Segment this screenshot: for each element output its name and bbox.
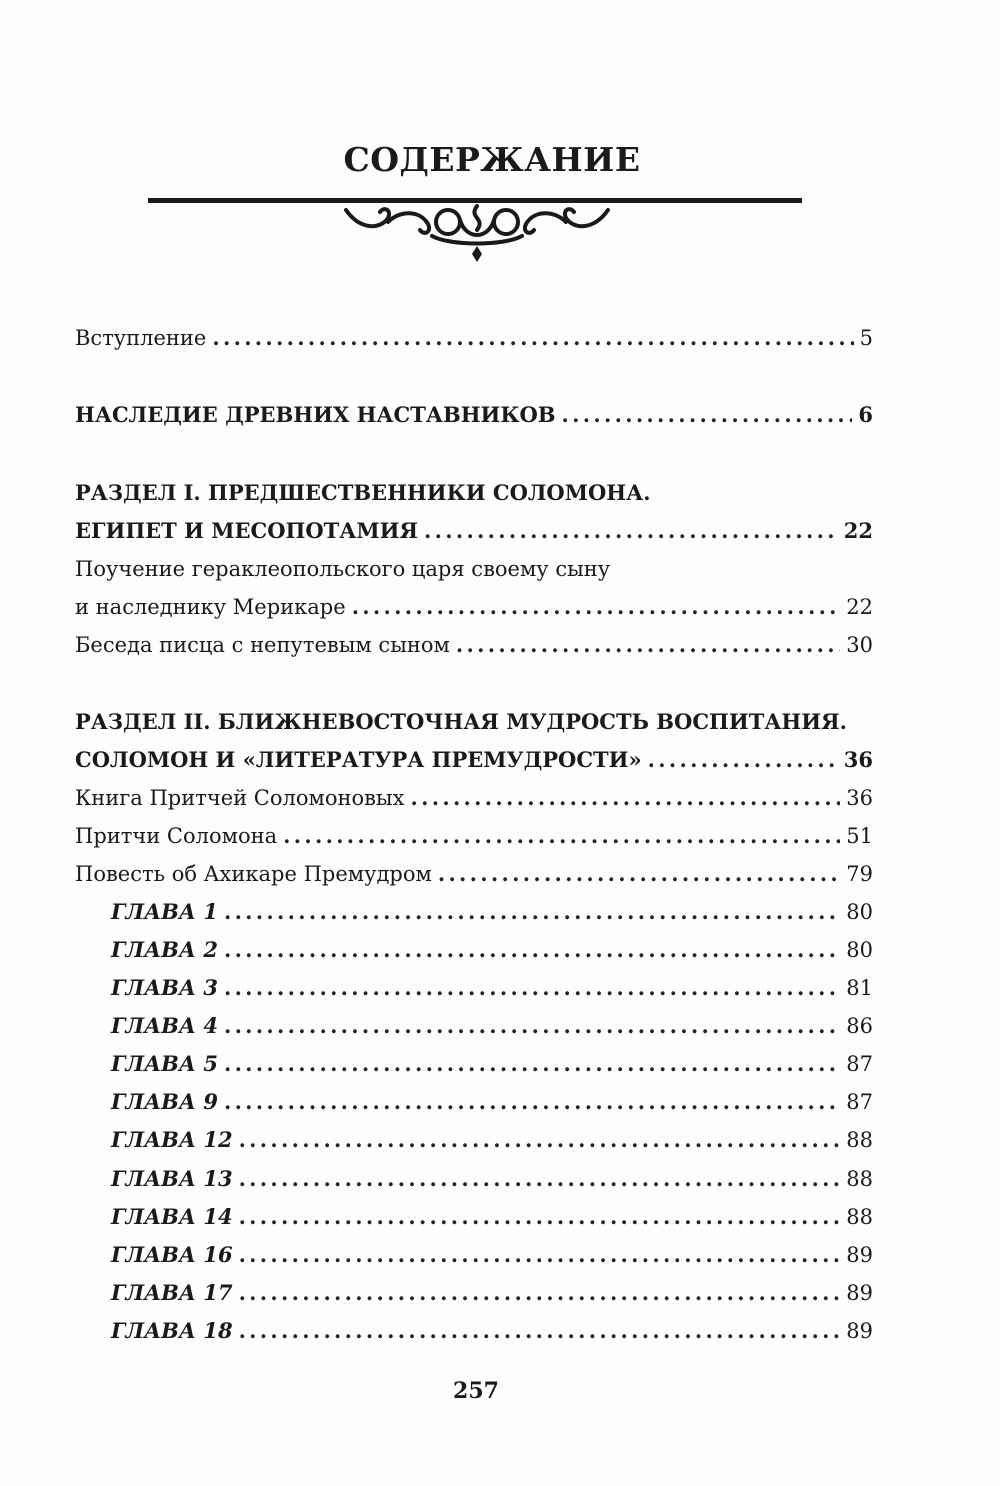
toc-entry-proverbs-book[interactable] <box>75 779 873 817</box>
dot-leader <box>239 1236 841 1274</box>
dot-leader <box>224 931 840 969</box>
dot-leader <box>562 396 853 434</box>
dot-leader <box>239 1312 841 1350</box>
toc-chapter-page: 80 <box>846 938 873 962</box>
toc-chapter-label: ГЛАВА 9 <box>111 1089 218 1114</box>
toc-entry-merikare-line1: Поучение гераклеопольского царя своему сыну <box>75 557 611 581</box>
dot-leader <box>224 1007 840 1045</box>
toc-chapter-page: 86 <box>846 1014 873 1038</box>
toc-chapter[interactable] <box>75 1198 873 1236</box>
dot-leader <box>224 1045 840 1083</box>
dot-leader <box>283 817 840 855</box>
toc-chapter-label: ГЛАВА 18 <box>111 1318 233 1343</box>
dot-leader <box>411 779 841 817</box>
toc-entry-label: Книга Притчей Соломоновых <box>75 786 405 810</box>
toc-chapter-label: ГЛАВА 4 <box>111 1013 218 1038</box>
dot-leader <box>239 1160 841 1198</box>
dot-leader <box>424 512 838 550</box>
dot-leader <box>212 319 853 357</box>
toc-entry-page: 36 <box>843 747 873 772</box>
toc-entry-label: Беседа писца с непутевым сыном <box>75 633 450 657</box>
toc-chapter-page: 80 <box>846 900 873 924</box>
toc-entry-heritage[interactable] <box>75 396 873 434</box>
toc-chapter[interactable] <box>75 969 873 1007</box>
dot-leader <box>648 741 838 779</box>
toc-entry-label: Повесть об Ахикаре Премудром <box>75 862 432 886</box>
dot-leader <box>456 626 840 664</box>
toc-entry-page: 79 <box>846 862 873 886</box>
section-2-heading: РАЗДЕЛ II. БЛИЖНЕВОСТОЧНАЯ МУДРОСТЬ ВОСПИТАНИЯ. <box>75 709 847 734</box>
toc-chapter-label: ГЛАВА 12 <box>111 1127 233 1152</box>
toc-entry-label: НАСЛЕДИЕ ДРЕВНИХ НАСТАВНИКОВ <box>75 402 556 427</box>
toc-chapter[interactable] <box>75 893 873 931</box>
toc-chapter-label: ГЛАВА 14 <box>111 1204 233 1229</box>
toc-chapter-label: ГЛАВА 1 <box>111 899 218 924</box>
page-title: СОДЕРЖАНИЕ <box>343 140 641 179</box>
ornament-flourish-icon <box>340 200 614 266</box>
toc-entry-scribe[interactable] <box>75 626 873 664</box>
toc-entry-ahikar[interactable] <box>75 855 873 893</box>
toc-chapter[interactable] <box>75 1274 873 1312</box>
toc-chapter-page: 89 <box>846 1281 873 1305</box>
toc-entry-page: 36 <box>846 786 873 810</box>
toc-chapter-label: ГЛАВА 13 <box>111 1166 233 1191</box>
toc-entry-section-1[interactable] <box>75 512 873 550</box>
toc-chapter-page: 89 <box>846 1243 873 1267</box>
toc-entry-label: и наследнику Мерикаре <box>75 595 346 619</box>
toc-entry-label: Вступление <box>75 326 207 350</box>
toc-chapter[interactable] <box>75 1236 873 1274</box>
toc-entry-proverbs[interactable] <box>75 817 873 855</box>
dot-leader <box>224 969 840 1007</box>
toc-chapter-label: ГЛАВА 5 <box>111 1051 218 1076</box>
toc-chapter[interactable] <box>75 1083 873 1121</box>
toc-chapter-label: ГЛАВА 3 <box>111 975 218 1000</box>
dot-leader <box>438 855 840 893</box>
toc-chapter[interactable] <box>75 1121 873 1159</box>
section-1-heading: РАЗДЕЛ I. ПРЕДШЕСТВЕННИКИ СОЛОМОНА. <box>75 480 651 505</box>
toc-entry-intro[interactable] <box>75 319 873 357</box>
toc-entry-page: 22 <box>843 518 873 543</box>
toc-chapter[interactable] <box>75 931 873 969</box>
toc-chapter-page: 88 <box>846 1205 873 1229</box>
dot-leader <box>352 588 841 626</box>
toc-chapter-page: 88 <box>846 1128 873 1152</box>
toc-chapter[interactable] <box>75 1045 873 1083</box>
toc-chapter-label: ГЛАВА 16 <box>111 1242 233 1267</box>
toc-chapter-page: 88 <box>846 1167 873 1191</box>
toc-chapter-page: 87 <box>846 1090 873 1114</box>
toc-entry-merikare[interactable] <box>75 588 873 626</box>
toc-entry-label: Притчи Соломона <box>75 824 278 848</box>
toc-entry-section-2[interactable] <box>75 741 873 779</box>
dot-leader <box>239 1121 841 1159</box>
toc-chapter-label: ГЛАВА 2 <box>111 937 218 962</box>
toc-chapter[interactable] <box>75 1312 873 1350</box>
toc-entry-page: 6 <box>858 402 873 427</box>
toc-chapter-page: 89 <box>846 1319 873 1343</box>
toc-entry-page: 30 <box>846 633 873 657</box>
page-number: 257 <box>453 1378 499 1404</box>
toc-chapter-page: 87 <box>846 1052 873 1076</box>
dot-leader <box>239 1274 841 1312</box>
toc-chapter[interactable] <box>75 1160 873 1198</box>
toc-entry-page: 22 <box>846 595 873 619</box>
dot-leader <box>224 1083 840 1121</box>
dot-leader <box>224 893 840 931</box>
toc-entry-label: ЕГИПЕТ И МЕСОПОТАМИЯ <box>75 518 418 543</box>
toc-entry-page: 51 <box>846 824 873 848</box>
toc-chapter-label: ГЛАВА 17 <box>111 1280 233 1305</box>
toc-entry-label: СОЛОМОН И «ЛИТЕРАТУРА ПРЕМУДРОСТИ» <box>75 747 642 772</box>
toc-chapter[interactable] <box>75 1007 873 1045</box>
dot-leader <box>239 1198 841 1236</box>
toc-chapter-page: 81 <box>846 976 873 1000</box>
toc-entry-page: 5 <box>859 326 873 350</box>
